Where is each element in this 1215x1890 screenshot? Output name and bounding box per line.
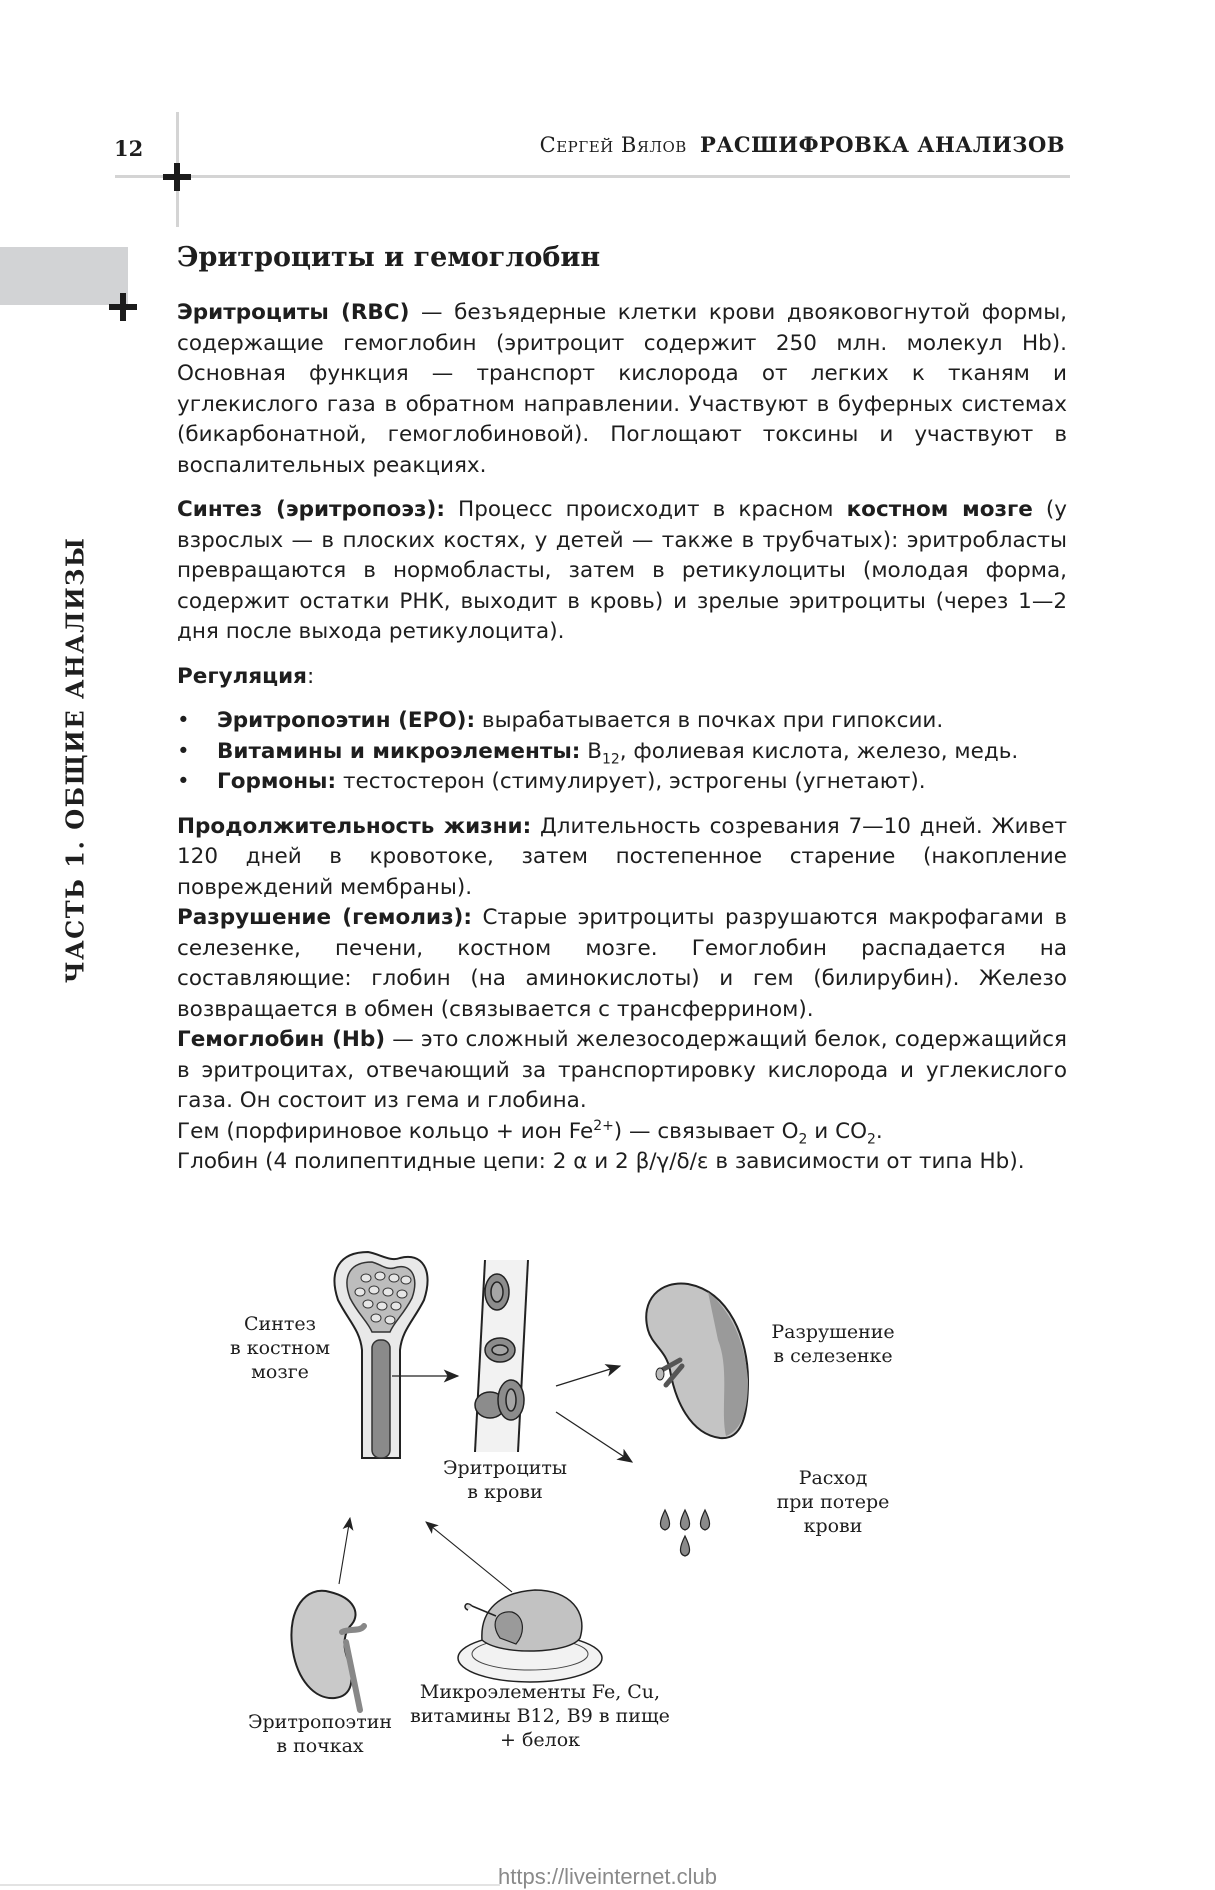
- blood-vessel-icon: [475, 1260, 528, 1452]
- paragraph-lifespan: Продолжительность жизни: Длительность созревания 7—10 дней. Живет 120 дней в кровотоке, затем постепенное старение (накопление повреждений мембраны).: [177, 813, 1067, 900]
- paragraph-globin: Глобин (4 полипептидные цепи: 2 α и 2 β/γ/δ/ε в зависимости от типа Hb).: [177, 1149, 1025, 1174]
- header-rule: [115, 175, 1070, 178]
- kidney-icon: [291, 1591, 364, 1710]
- crop-mark-icon: [163, 163, 191, 191]
- label-blood: Эритроциты в крови: [443, 1457, 567, 1503]
- roast-chicken-icon: [458, 1590, 602, 1682]
- list-item: • Гормоны: тестостерон (стимулирует), эстрогены (угнетают).: [177, 767, 1067, 798]
- watermark-link[interactable]: https://liveinternet.club: [498, 1864, 717, 1889]
- label-food: Микроэлементы Fe, Cu, витамины B12, B9 в пище + белок: [410, 1681, 670, 1751]
- regulation-heading: Регуляция:: [177, 663, 315, 689]
- page-number: 12: [114, 136, 144, 161]
- term-rbc: Эритроциты (RBC): [177, 300, 410, 325]
- running-head: [540, 132, 1065, 157]
- label-kidney: Эритропоэтин в почках: [247, 1711, 393, 1757]
- label-blood-loss: Расход при потере крови: [776, 1467, 890, 1537]
- list-item: • Витамины и микроэлементы: $B_{12}$, фолиевая кислота, железо, медь.: [177, 737, 1067, 768]
- blood-drops-icon: [660, 1510, 709, 1556]
- crop-mark-icon: [109, 293, 137, 321]
- paragraph-synthesis: Синтез (эритропоэз): Процесс происходит в красном костном мозге (у взрослых — в плоских костях, у детей — также в трубчатых): эритробласты превращаются в нормобласты, затем в ретикулоциты (молодая форма, содержит остатки РНК, выходит в кровь) и зрелые эритроциты (через 1—2 дня после выхода ретикулоцита).: [177, 497, 1068, 644]
- paragraph-hemoglobin: Гемоглобин (Hb) — это сложный железосодержащий белок, содержащийся в эритроцитах, отвечающий за транспортировку кислорода и углекислого газа. Он состоит из гема и глобина.: [177, 1027, 1067, 1113]
- book-title: РАСШИФРОВКА АНАЛИЗОВ: [699, 132, 1065, 157]
- article-body: [177, 240, 1067, 1178]
- section-title: Эритроциты и гемоглобин: [177, 242, 601, 273]
- regulation-list: [177, 706, 1067, 798]
- paragraph-rbc: Эритроциты (RBC) — безъядерные клетки крови двояковогнутой формы, содержащие гемоглобин (эритроцит содержит 250 млн. молекул Hb). Основная функция — транспорт кислорода от легких к тканям и углекислого газа в обратном направлении. Участвуют в буферных системах (бикарбонатной, гемоглобиновой). Поглощают токсины и участвуют в воспалительных реакциях.: [177, 300, 1068, 478]
- spleen-icon: [646, 1283, 748, 1438]
- label-synthesis: Синтез в костном мозге: [229, 1313, 331, 1383]
- list-item: • Эритропоэтин (EPO): вырабатывается в почках при гипоксии.: [177, 706, 1067, 737]
- paragraph-hemolysis: Разрушение (гемолиз): Старые эритроциты разрушаются макрофагами в селезенке, печени, костном мозге. Гемоглобин распадается на составляющие: глобин (на аминокислоты) и гем (билирубин). Железо возвращается в обмен (связывается с трансферрином).: [177, 905, 1067, 1022]
- erythropoiesis-diagram: [200, 1240, 1060, 1757]
- chapter-side-label: ЧАСТЬ 1. ОБЩИЕ АНАЛИЗЫ: [60, 536, 90, 984]
- term-synthesis: Синтез (эритропоэз):: [177, 497, 445, 522]
- author-name: Сергей Вялов: [539, 133, 687, 157]
- label-spleen: Разрушение в селезенке: [771, 1321, 895, 1367]
- paragraph-heme: Гем (порфириновое кольцо + ион $Fe^{2+}$) — связывает $O_2$ и $CO_2$.: [177, 1117, 883, 1147]
